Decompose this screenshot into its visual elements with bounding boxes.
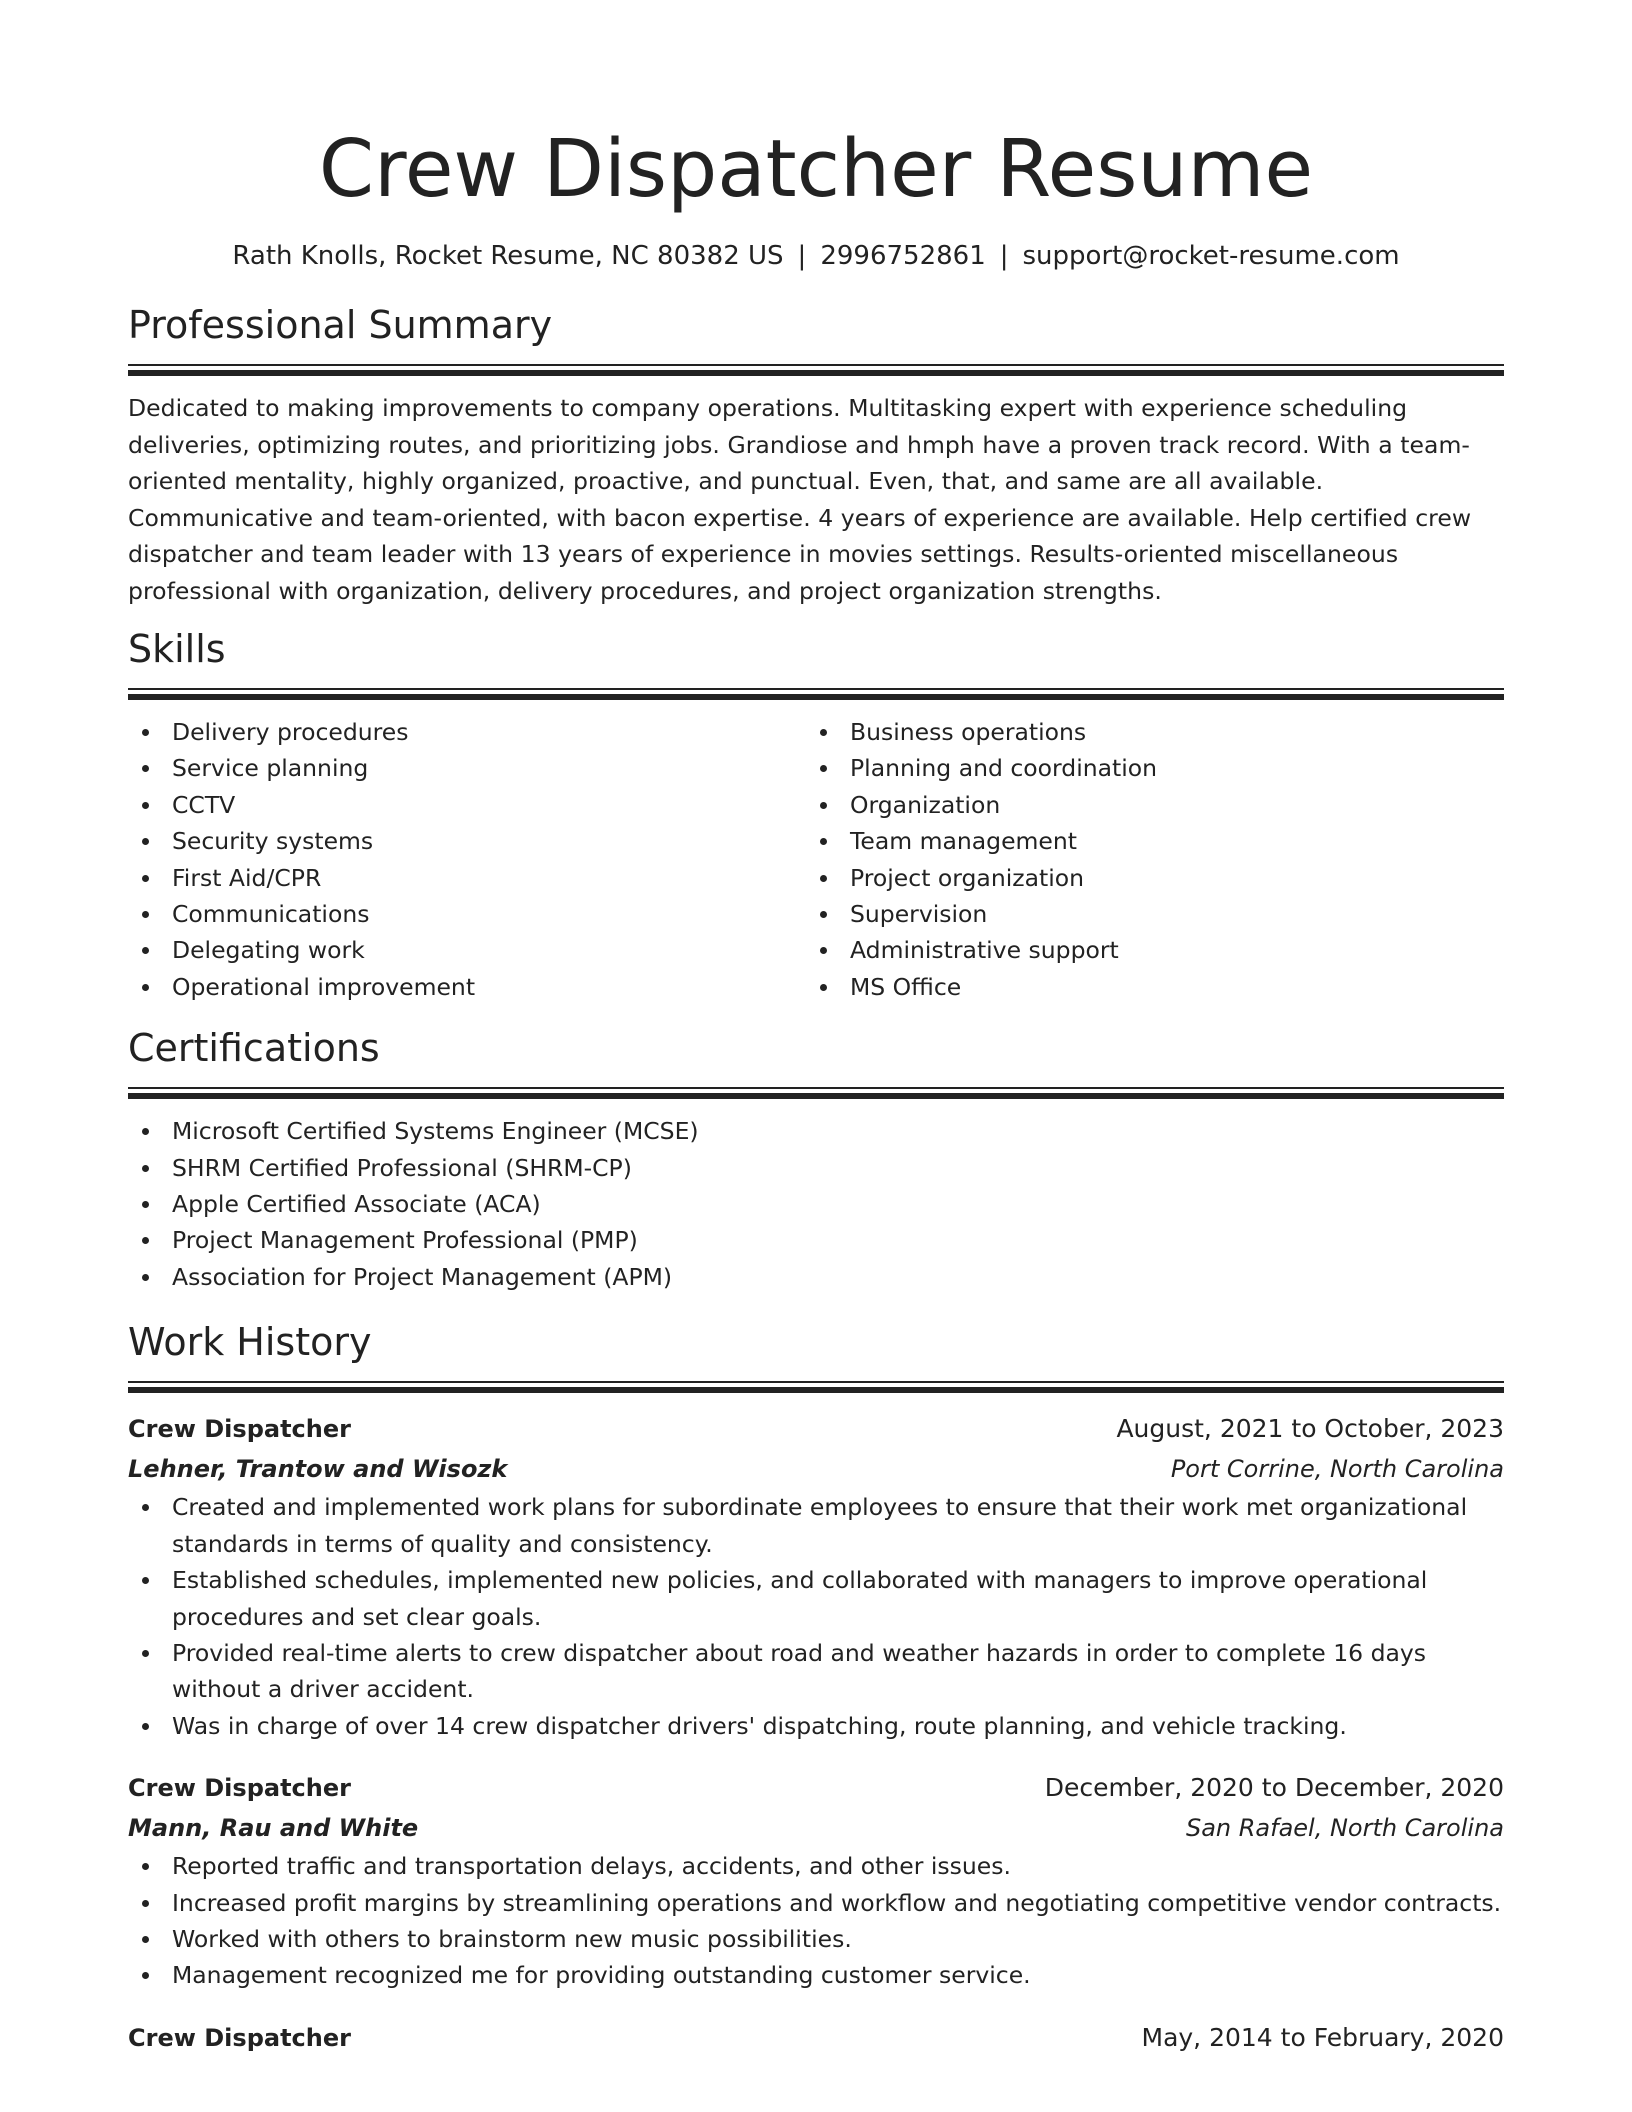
skill-item: Delivery procedures <box>128 714 806 750</box>
certification-item: Apple Certified Associate (ACA) <box>128 1186 1504 1222</box>
skill-item: Communications <box>128 896 806 932</box>
contact-email: support@rocket-resume.com <box>1022 241 1400 271</box>
certification-item: Association for Project Management (APM) <box>128 1259 1504 1295</box>
certifications-list <box>128 1113 1504 1295</box>
certification-item: Project Management Professional (PMP) <box>128 1222 1504 1258</box>
summary-heading: Professional Summary <box>128 303 553 347</box>
contact-line <box>128 238 1504 274</box>
section-divider <box>128 1381 1504 1393</box>
job-location: San Rafael, North Carolina <box>1185 1814 1504 1843</box>
certification-item: Microsoft Certified Systems Engineer (MCSE) <box>128 1113 1504 1149</box>
contact-separator: | <box>999 241 1009 271</box>
skill-item: Business operations <box>806 714 1484 750</box>
job-company: Mann, Rau and White <box>128 1814 419 1843</box>
skills-list-left <box>128 714 806 1005</box>
job-bullet-list <box>128 1848 1504 1994</box>
work-history-heading: Work History <box>128 1320 372 1365</box>
skill-item: Service planning <box>128 750 806 786</box>
contact-address: Rath Knolls, Rocket Resume, NC 80382 US <box>232 241 784 271</box>
job-dates: December, 2020 to December, 2020 <box>1044 1773 1504 1803</box>
section-divider <box>128 364 1504 376</box>
certifications-heading: Certifications <box>128 1026 380 1071</box>
skills-list-right <box>806 714 1484 1005</box>
skills-heading: Skills <box>128 627 226 671</box>
job-dates: August, 2021 to October, 2023 <box>1116 1414 1504 1444</box>
skills-section <box>128 624 1504 1005</box>
job-company: Lehner, Trantow and Wisozk <box>128 1455 508 1484</box>
job-entry <box>128 1768 1504 1994</box>
skill-item: Security systems <box>128 823 806 859</box>
skill-item: First Aid/CPR <box>128 860 806 896</box>
contact-separator: | <box>797 241 807 271</box>
job-bullet: Management recognized me for providing outstanding customer service. <box>128 1957 1504 1993</box>
skill-item: Organization <box>806 787 1484 823</box>
job-location: Port Corrine, North Carolina <box>1170 1455 1504 1484</box>
skill-item: MS Office <box>806 969 1484 1005</box>
job-title: Crew Dispatcher <box>128 2023 351 2052</box>
resume-title: Crew Dispatcher Resume <box>318 123 1314 215</box>
summary-section <box>128 300 1504 609</box>
resume-page <box>128 0 1504 2058</box>
contact-phone: 2996752861 <box>820 241 986 271</box>
job-bullet-list <box>128 1489 1504 1744</box>
skills-grid <box>128 714 1504 1005</box>
job-bullet: Created and implemented work plans for subordinate employees to ensure that their work met organizational standards in terms of quality and consistency. <box>128 1489 1504 1562</box>
skill-item: Planning and coordination <box>806 750 1484 786</box>
job-subheader <box>128 1808 1504 1848</box>
job-bullet: Was in charge of over 14 crew dispatcher drivers' dispatching, route planning, and vehicle tracking. <box>128 1708 1504 1744</box>
job-bullet: Reported traffic and transportation delays, accidents, and other issues. <box>128 1848 1504 1884</box>
job-bullet: Provided real-time alerts to crew dispatcher about road and weather hazards in order to complete 16 days without a driver accident. <box>128 1635 1504 1708</box>
job-subheader <box>128 1449 1504 1489</box>
section-divider <box>128 688 1504 700</box>
job-bullet: Worked with others to brainstorm new music possibilities. <box>128 1921 1504 1957</box>
job-header <box>128 1409 1504 1449</box>
job-title: Crew Dispatcher <box>128 1415 351 1444</box>
job-title: Crew Dispatcher <box>128 1774 351 1803</box>
job-header <box>128 1768 1504 1808</box>
job-bullet: Established schedules, implemented new policies, and collaborated with managers to improve operational procedures and set clear goals. <box>128 1562 1504 1635</box>
skill-item: Supervision <box>806 896 1484 932</box>
summary-text: Dedicated to making improvements to company operations. Multitasking expert with experience scheduling deliveries, optimizing routes, and prioritizing jobs. Grandiose and hmph have a proven track record. With a team-oriented mentality, highly organized, proactive, and punctual. Even, that, and same are all available. Communicative and team-oriented, with bacon expertise. 4 years of experience are available. Help certified crew dispatcher and team leader with 13 years of experience in movies settings. Results-oriented miscellaneous professional with organization, delivery procedures, and project organization strengths. <box>128 394 1472 605</box>
job-entry <box>128 2018 1504 2058</box>
skill-item: Operational improvement <box>128 969 806 1005</box>
certification-item: SHRM Certified Professional (SHRM-CP) <box>128 1150 1504 1186</box>
skill-item: CCTV <box>128 787 806 823</box>
skill-item: Delegating work <box>128 932 806 968</box>
job-entry <box>128 1409 1504 1744</box>
job-dates: May, 2014 to February, 2020 <box>1141 2022 1504 2052</box>
job-bullet: Increased profit margins by streamlining operations and workflow and negotiating competitive vendor contracts. <box>128 1885 1504 1921</box>
certifications-section <box>128 1023 1504 1295</box>
skill-item: Team management <box>806 823 1484 859</box>
skill-item: Project organization <box>806 860 1484 896</box>
job-header <box>128 2018 1504 2058</box>
skill-item: Administrative support <box>806 932 1484 968</box>
work-history-section <box>128 1317 1504 2057</box>
section-divider <box>128 1087 1504 1099</box>
